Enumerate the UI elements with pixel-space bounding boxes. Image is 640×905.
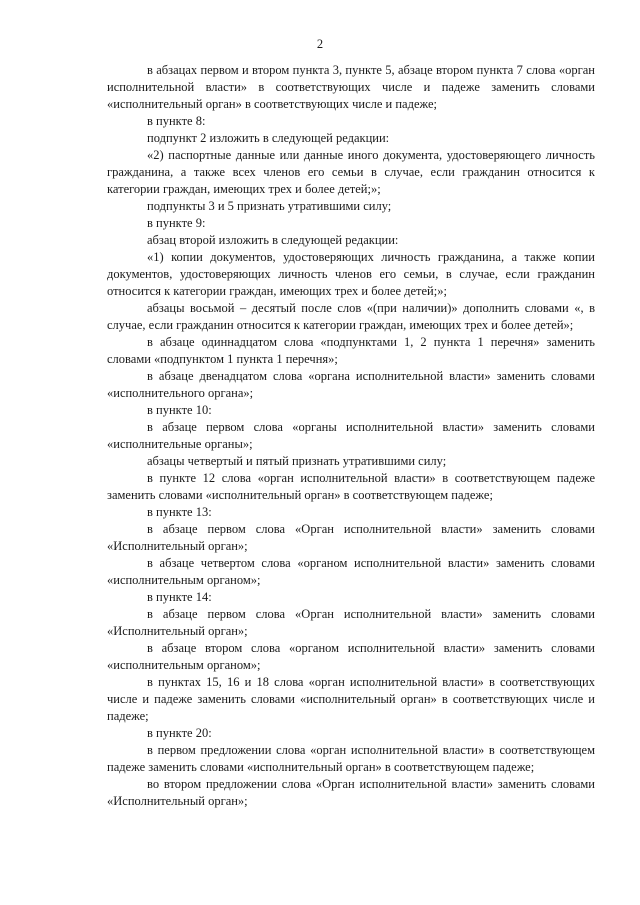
paragraph: в абзаце первом слова «Орган исполнительной власти» заменить словами «Исполнительный орган»; (107, 522, 595, 553)
paragraph: в пункте 20: (147, 726, 212, 740)
paragraph: «1) копии документов, удостоверяющих личность гражданина, а также копии документов, удостоверяющих личность членов его семьи, в случае, если гражданин относится к категории граждан, имеющих трех и более детей;»; (107, 250, 595, 298)
paragraph: абзацы четвертый и пятый признать утратившими силу; (147, 454, 447, 468)
paragraph: подпункты 3 и 5 признать утратившими силу; (147, 199, 392, 213)
paragraph: в абзаце первом слова «органы исполнительной власти» заменить словами «исполнительные органы»; (107, 420, 595, 451)
paragraph: в пунктах 15, 16 и 18 слова «орган исполнительной власти» в соответствующих числе и падеже заменить словами «исполнительный орган» в соответствующих числе и падеже; (107, 675, 595, 723)
paragraph: в первом предложении слова «орган исполнительной власти» в соответствующем падеже заменить словами «исполнительный орган» в соответствующем падеже; (107, 743, 595, 774)
paragraph: абзац второй изложить в следующей редакции: (147, 233, 399, 247)
paragraph: в пункте 10: (147, 403, 212, 417)
paragraph: в абзаце втором слова «органом исполнительной власти» заменить словами «исполнительным органом»; (107, 641, 595, 672)
paragraph: «2) паспортные данные или данные иного документа, удостоверяющего личность гражданина, а также всех членов его семьи в случае, если гражданин относится к категории граждан, имеющих трех и более детей;»; (107, 148, 595, 196)
paragraph: в пункте 8: (147, 114, 206, 128)
paragraph: во втором предложении слова «Орган исполнительной власти» заменить словами «Исполнительный орган»; (107, 777, 595, 808)
paragraph: в пункте 14: (147, 590, 212, 604)
paragraph: в пункте 13: (147, 505, 212, 519)
document-body (107, 62, 595, 810)
page-number: 2 (316, 37, 324, 51)
paragraph: подпункт 2 изложить в следующей редакции: (147, 131, 390, 145)
paragraph: абзацы восьмой – десятый после слов «(при наличии)» дополнить словами «, в случае, если гражданин относится к категории граждан, имеющих трех и более детей»; (107, 301, 595, 332)
paragraph: в абзацах первом и втором пункта 3, пункте 5, абзаце втором пункта 7 слова «орган исполнительной власти» в соответствующих числе и падеже заменить словами «исполнительный орган» в соответствующих числе и падеже; (107, 63, 595, 111)
paragraph: в пункте 12 слова «орган исполнительной власти» в соответствующем падеже заменить словами «исполнительный орган» в соответствующем падеже; (107, 471, 595, 502)
paragraph: в абзаце четвертом слова «органом исполнительной власти» заменить словами «исполнительным органом»; (107, 556, 595, 587)
paragraph: в абзаце двенадцатом слова «органа исполнительной власти» заменить словами «исполнительного органа»; (107, 369, 595, 400)
paragraph: в абзаце первом слова «Орган исполнительной власти» заменить словами «Исполнительный орган»; (107, 607, 595, 638)
paragraph: в абзаце одиннадцатом слова «подпунктами 1, 2 пункта 1 перечня» заменить словами «подпунктом 1 пункта 1 перечня»; (107, 335, 595, 366)
paragraph: в пункте 9: (147, 216, 206, 230)
